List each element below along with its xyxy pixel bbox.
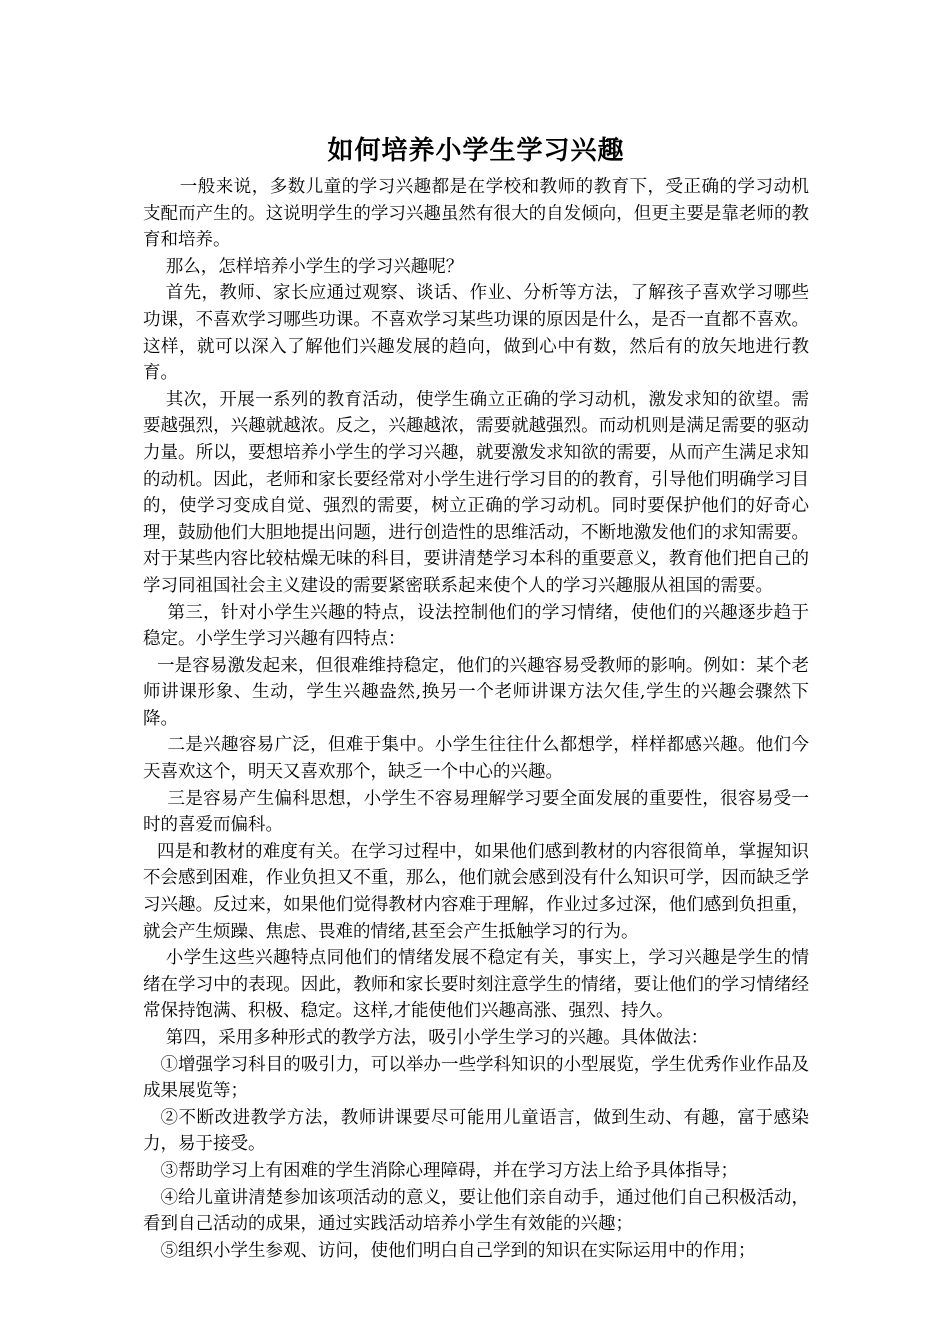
paragraph-trait-four: 四是和教材的难度有关。在学习过程中，如果他们感到教材的内容很简单，掌握知识不会感到困难，作业负担又不重，那么，他们就会感到没有什么知识可学，因而缺乏学习兴趣。反过来，如果他们觉得教材内容难于理解，作业过多过深，他们感到负担重，就会产生烦躁、焦虑、畏难的情绪,甚至会产生抵触学习的行为。: [143, 841, 809, 942]
paragraph-question: 那么，怎样培养小学生的学习兴趣呢？: [165, 256, 464, 277]
document-title: 如何培养小学生学习兴趣: [327, 136, 625, 166]
paragraph-trait-one: 一是容易激发起来，但很难维持稳定，他们的兴趣容易受教师的影响。例如：某个老师讲课形象、生动，学生兴趣盎然,换另一个老师讲课方法欠佳,学生的兴趣会骤然下降。: [143, 655, 809, 729]
paragraph-emotion: 小学生这些兴趣特点同他们的情绪发展不稳定有关，事实上，学习兴趣是学生的情绪在学习中的表现。因此，教师和家长要时刻注意学生的情绪，要让他们的学习情绪经常保持饱满、积极、稳定。这样,才能使他们兴趣高涨、强烈、持久。: [143, 948, 809, 1022]
paragraph-trait-two: 二是兴趣容易广泛，但难于集中。小学生往往什么都想学，样样都感兴趣。他们今天喜欢这个，明天又喜欢那个，缺乏一个中心的兴趣。: [143, 735, 809, 783]
paragraph-intro: 一般来说，多数儿童的学习兴趣都是在学校和教师的教育下，受正确的学习动机支配而产生的。这说明学生的学习兴趣虽然有很大的自发倾向，但更主要是靠老师的教育和培养。: [143, 177, 809, 251]
list-item-1: ①增强学习科目的吸引力，可以举办一些学科知识的小型展览，学生优秀作业作品及成果展览等；: [143, 1054, 809, 1102]
list-item-3: ③帮助学习上有困难的学生消除心理障碍，并在学习方法上给予具体指导；: [160, 1160, 738, 1181]
paragraph-third: 第三，针对小学生兴趣的特点，设法控制他们的学习情绪，使他们的兴趣逐步趋于稳定。小学生学习兴趣有四特点：: [143, 602, 809, 650]
list-item-2: ②不断改进教学方法，教师讲课要尽可能用儿童语言，做到生动、有趣，富于感染力，易于接受。: [143, 1107, 809, 1155]
paragraph-second: 其次，开展一系列的教育活动，使学生确立正确的学习动机，激发求知的欲望。需要越强烈，兴趣就越浓。反之，兴趣越浓，需要就越强烈。而动机则是满足需要的驱动力量。所以，要想培养小学生的学习兴趣，就要激发求知欲的需要，从而产生满足求知的动机。因此，老师和家长要经常对小学生进行学习目的的教育，引导他们明确学习目的，使学习变成自觉、强烈的需要，树立正确的学习动机。同时要保护他们的好奇心理，鼓励他们大胆地提出问题，进行创造性的思维活动，不断地激发他们的求知需要。对于某些内容比较枯燥无味的科目，要讲清楚学习本科的重要意义，教育他们把自己的学习同祖国社会主义建设的需要紧密联系起来使个人的学习兴趣服从祖国的需要。: [143, 389, 809, 596]
paragraph-trait-three: 三是容易产生偏科思想，小学生不容易理解学习要全面发展的重要性，很容易受一时的喜爱而偏科。: [143, 788, 809, 836]
paragraph-first: 首先，教师、家长应通过观察、谈话、作业、分析等方法，了解孩子喜欢学习哪些功课，不喜欢学习哪些功课。不喜欢学习某些功课的原因是什么，是否一直都不喜欢。这样，就可以深入了解他们兴趣发展的趋向，做到心中有数，然后有的放矢地进行教育。: [143, 283, 809, 384]
paragraph-fourth: 第四，采用多种形式的教学方法，吸引小学生学习的兴趣。具体做法：: [165, 1028, 709, 1048]
document-body: [143, 134, 809, 1264]
list-item-4: ④给儿童讲清楚参加该项活动的意义，要让他们亲自动手，通过他们自己积极活动，看到自己活动的成果，通过实践活动培养小学生有效能的兴趣；: [143, 1187, 809, 1235]
list-item-5: ⑤组织小学生参观、访问，使他们明白自己学到的知识在实际运用中的作用；: [160, 1240, 756, 1261]
